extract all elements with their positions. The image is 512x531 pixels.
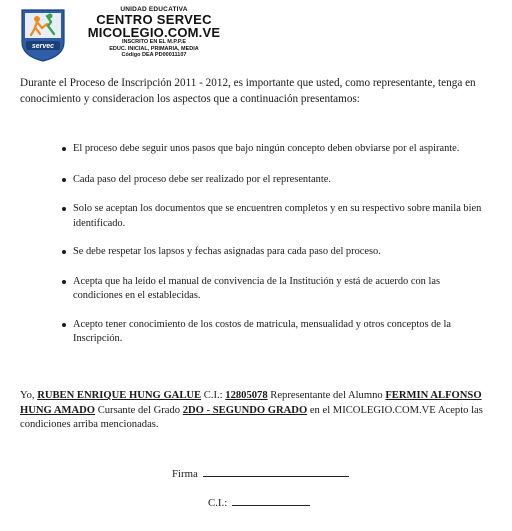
school-code: Código DEA PD00011107: [121, 52, 187, 58]
school-registration: INSCRITO EN EL M.P.P.E: [121, 39, 187, 45]
list-item: [62, 245, 492, 260]
school-type: UNIDAD EDUCATIVA: [120, 6, 188, 13]
student-grade: 2DO - SEGUNDO GRADO: [182, 404, 308, 416]
bullet-icon: [62, 250, 66, 254]
declaration-text: en el MICOLEGIO.COM.VE Acepto las condiciones arriba mencionadas.: [20, 404, 483, 430]
student-name: FERMIN ALFONSO HUNG AMADO: [20, 390, 482, 416]
school-website: MICOLEGIO.COM.VE: [87, 25, 221, 40]
list-item: [62, 275, 492, 304]
list-item-text: Acepto tener conocimiento de los costos de matricula, mensualidad y otros conceptos de la Inscripción.: [73, 318, 451, 344]
declaration-text: Cursante del Grado: [95, 404, 183, 416]
school-name: CENTRO SERVEC: [96, 12, 212, 27]
declaration-text: Yo,: [20, 390, 38, 401]
signature-label: Firma: [172, 468, 198, 480]
signature-line: [203, 467, 349, 477]
bullet-icon: [62, 323, 66, 327]
ci-line: [232, 496, 310, 506]
list-item-text: El proceso debe seguir unos pasos que bajo ningún concepto deben obviarse por el aspirante.: [73, 143, 460, 154]
declaration-paragraph: [20, 389, 500, 433]
declaration-text: Representante del Alumno: [267, 390, 386, 401]
intro-paragraph: Durante el Proceso de Inscripción 2011 - 2012, es importante que usted, como representante, tenga en conocimiento y consideracion los aspectos que a continuación presentamos:: [20, 77, 476, 105]
school-header: [20, 6, 240, 66]
list-item: [62, 202, 492, 231]
list-item: [62, 142, 492, 157]
ci-field: [208, 496, 310, 509]
list-item: [62, 318, 492, 347]
bullet-icon: [62, 280, 66, 284]
list-item-text: Cada paso del proceso debe ser realizado por el representante.: [73, 173, 331, 185]
representative-ci: 12805078: [225, 390, 268, 401]
school-info: [74, 6, 234, 59]
logo-wordmark: servec: [31, 43, 55, 50]
ci-label: C.I.:: [208, 497, 228, 509]
school-logo-icon: [20, 8, 66, 62]
declaration-text: C.I.:: [201, 390, 226, 401]
bullet-icon: [62, 147, 66, 151]
requirements-list: [62, 142, 492, 347]
list-item-text: Acepta que ha leído el manual de convivencia de la Institución y está de acuerdo con las condiciones en el establecidas.: [73, 275, 440, 301]
signature-field: [172, 467, 349, 480]
list-item-text: Solo se aceptan los documentos que se encuentren completos y en su respectivo sobre manila bien identificado.: [73, 203, 482, 229]
list-item: [62, 173, 492, 188]
bullet-icon: [62, 178, 66, 182]
representative-name: RUBEN ENRIQUE HUNG GALUE: [37, 390, 202, 401]
bullet-icon: [62, 207, 66, 211]
school-levels: EDUC. INICIAL, PRIMARIA, MEDIA: [109, 45, 199, 52]
list-item-text: Se debe respetar los lapsos y fechas asignadas para cada paso del proceso.: [73, 246, 381, 257]
